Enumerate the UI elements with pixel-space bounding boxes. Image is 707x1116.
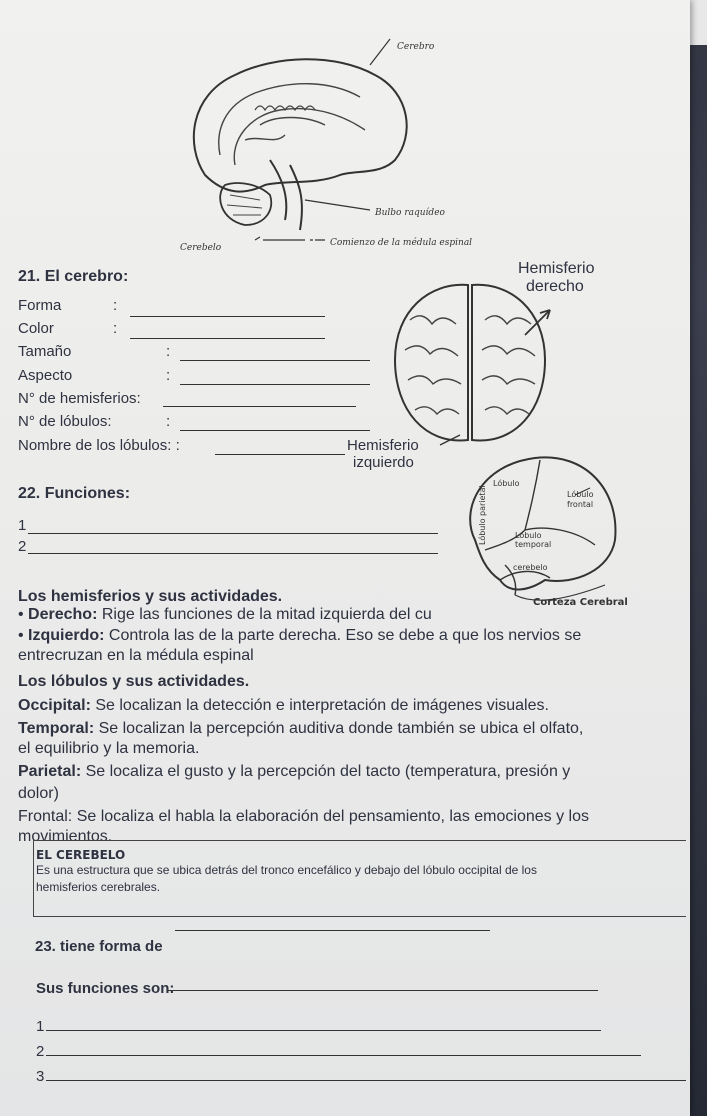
parietal-line	[18, 763, 570, 781]
field-aspecto-label: Aspecto	[18, 367, 73, 384]
field-hemisferios-line	[163, 406, 356, 407]
temporal-text: Se localizan la percepción auditiva donde también se ubica el olfato,	[94, 720, 584, 737]
field-color-line	[130, 338, 325, 339]
hemisferio-derecho-label-1: Hemisferio	[518, 260, 595, 277]
field-color-sep: :	[113, 320, 118, 337]
field-hemisferios-label: N° de hemisferios:	[18, 390, 141, 407]
q21-title: 21. El cerebro:	[18, 268, 129, 285]
frontal-text-2: movimientos.	[18, 828, 113, 845]
q23-title: 23. tiene forma de	[35, 938, 163, 955]
lobe-temporal-1: Lóbulo	[515, 531, 542, 540]
field-aspecto-sep: :	[166, 367, 171, 384]
hemisferios-title: Los hemisferios y sus actividades.	[18, 588, 283, 605]
field-forma-label: Forma	[18, 297, 62, 314]
temporal-line	[18, 720, 583, 738]
cerebelo-box	[33, 840, 686, 917]
derecho-label: Derecho:	[28, 606, 98, 623]
label-cerebelo: Cerebelo	[180, 243, 222, 253]
q23-funciones: Sus funciones son:	[36, 980, 175, 997]
izquierdo-line: • Izquierdo: Controla las de la parte derecha. Eso se debe a que los nervios se	[18, 627, 582, 644]
field-tamano-line	[180, 360, 370, 361]
q23-item-3: 3	[36, 1068, 45, 1085]
lobe-temporal-2: temporal	[515, 540, 552, 549]
q23-item-2-line	[46, 1055, 641, 1056]
lobe-cerebelo: cerebelo	[513, 563, 548, 572]
occipital-label: Occipital:	[18, 697, 91, 714]
occipital-line	[18, 697, 549, 715]
frontal-text: Frontal: Se localiza el habla la elaboración del pensamiento, las emociones y los	[18, 808, 589, 825]
izquierdo-label: Izquierdo:	[28, 627, 105, 644]
derecho-line: • Derecho: Rige las funciones de la mitad izquierda del cu	[18, 606, 432, 623]
label-bulbo: Bulbo raquídeo	[375, 208, 445, 218]
lobe-corteza: Corteza Cerebral	[533, 597, 628, 608]
izquierdo-text: Controla las de la parte derecha. Eso se debe a que los nervios se	[104, 627, 582, 644]
label-medula: Comienzo de la médula espinal	[330, 238, 473, 248]
field-lobulos-label: N° de lóbulos:	[18, 413, 112, 430]
lobulos-title: Los lóbulos y sus actividades.	[18, 673, 250, 690]
parietal-label: Parietal:	[18, 763, 82, 780]
field-forma-line	[130, 316, 325, 317]
hemisferio-izquierdo-label-2: izquierdo	[353, 454, 414, 471]
q22-item-1: 1	[18, 517, 27, 534]
q23-item-1-line	[46, 1030, 601, 1031]
cerebelo-box-text-1: Es una estructura que se ubica detrás del tronco encefálico y debajo del lóbulo occipital de los	[36, 863, 537, 877]
parietal-text-2: dolor)	[18, 785, 59, 802]
field-tamano-label: Tamaño	[18, 343, 72, 360]
izquierdo-text-2: entrecruzan en la médula espinal	[18, 647, 254, 664]
parietal-text: Se localiza el gusto y la percepción del tacto (temperatura, presión y	[81, 763, 571, 780]
q22-item-1-line	[28, 533, 438, 534]
q22-title: 22. Funciones:	[18, 485, 131, 502]
cerebelo-box-title: EL CEREBELO	[36, 848, 126, 862]
occipital-text: Se localizan la detección e interpretación de imágenes visuales.	[90, 697, 549, 714]
lobe-parietal: Lóbulo parietal	[478, 485, 487, 545]
label-cerebro: Cerebro	[397, 42, 435, 52]
hemisferio-izquierdo-label-1: Hemisferio	[347, 437, 419, 454]
lobe-frontal-1: Lóbulo	[567, 490, 594, 499]
temporal-label: Temporal:	[18, 720, 95, 737]
cerebelo-box-text-2: hemisferios cerebrales.	[36, 880, 161, 894]
hemisferio-derecho-label-2: derecho	[526, 278, 584, 295]
q23-line	[175, 930, 490, 931]
field-aspecto-line	[180, 384, 370, 385]
field-forma-sep: :	[113, 297, 118, 314]
lobe-lobulo: Lóbulo	[493, 479, 520, 488]
q23-item-2: 2	[36, 1043, 45, 1060]
field-tamano-sep: :	[166, 343, 171, 360]
field-nombre-lobulos-label: Nombre de los lóbulos: :	[18, 437, 180, 454]
lobe-frontal-2: frontal	[567, 500, 594, 509]
q22-item-2-line	[28, 553, 438, 554]
q22-item-2: 2	[18, 538, 27, 555]
field-nombre-lobulos-line	[215, 454, 345, 455]
top-view-brain-diagram	[380, 280, 560, 455]
lobe-diagram	[455, 450, 635, 615]
derecho-text: Rige las funciones de la mitad izquierda del cu	[97, 606, 432, 623]
field-color-label: Color	[18, 320, 54, 337]
q23-funciones-line	[168, 990, 598, 991]
temporal-text-2: el equilibrio y la memoria.	[18, 740, 200, 757]
field-lobulos-line	[180, 430, 370, 431]
sagittal-brain-diagram	[165, 35, 485, 260]
q23-item-3-line	[46, 1080, 686, 1081]
q23-item-1: 1	[36, 1018, 45, 1035]
field-lobulos-sep: :	[166, 413, 171, 430]
